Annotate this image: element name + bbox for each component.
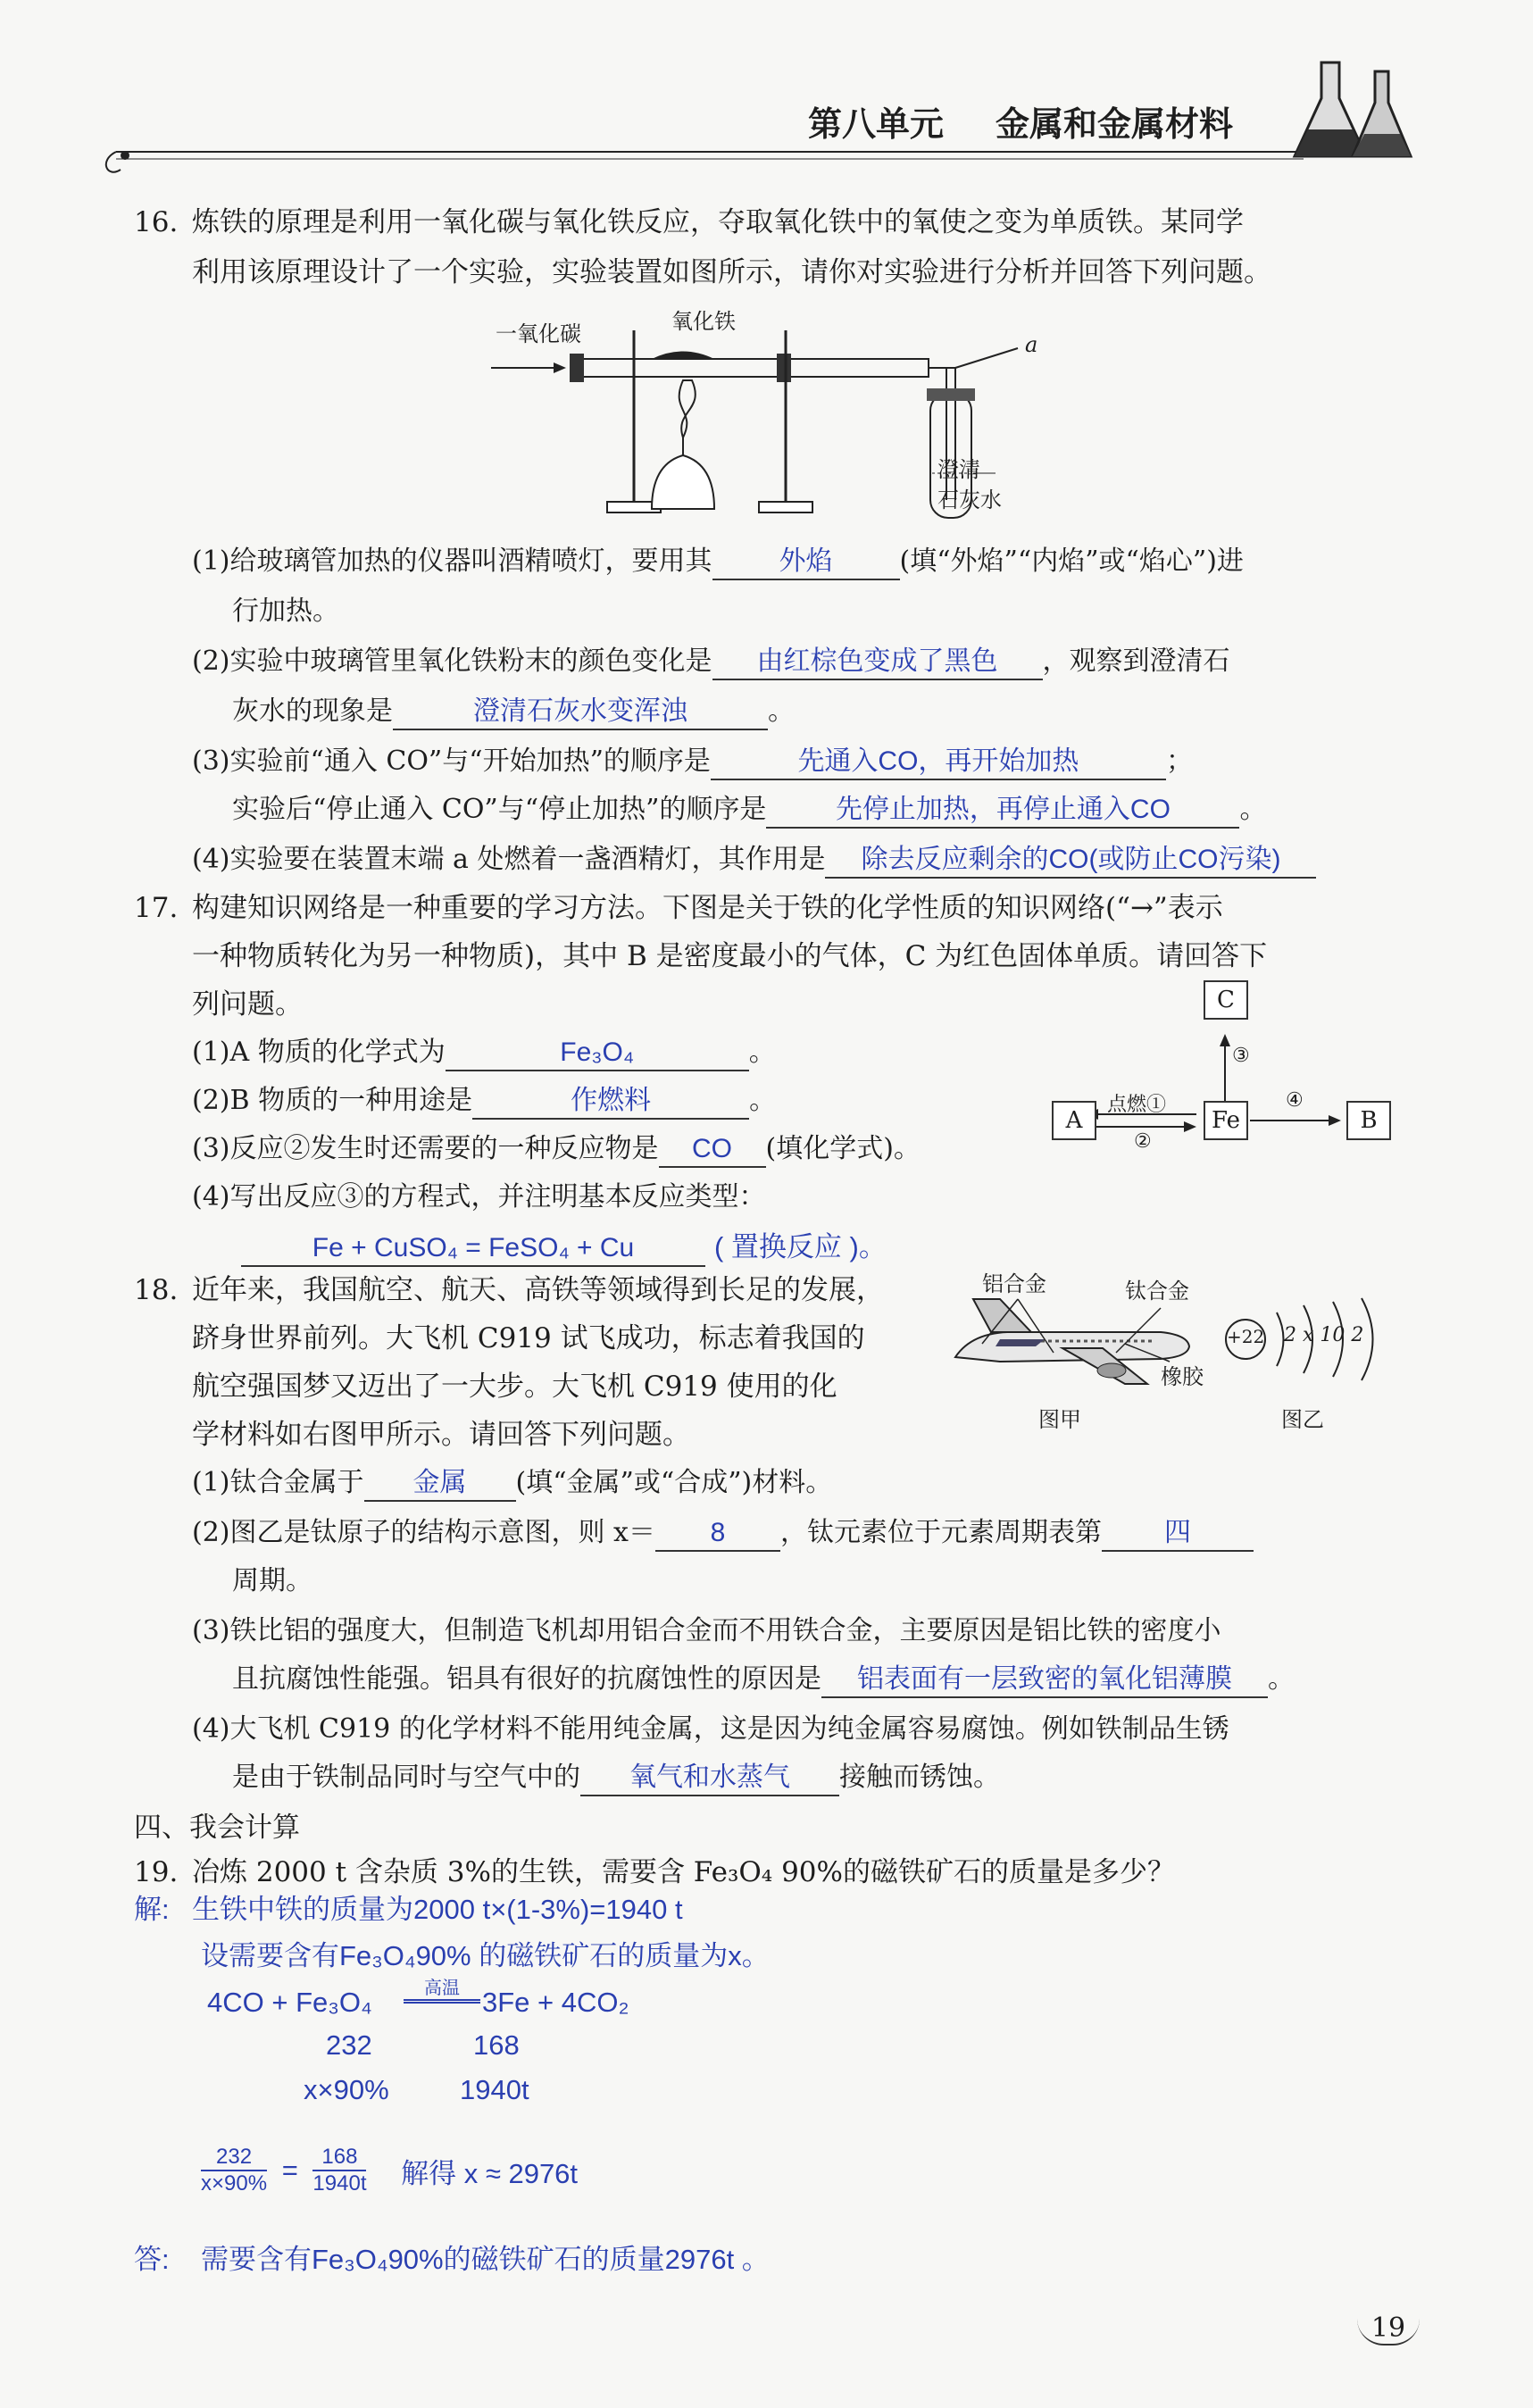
q18-p1-text: (1)钛合金属于	[192, 1467, 364, 1498]
q18-p1-text2: (填“金属”或“合成”)材料。	[515, 1467, 833, 1498]
fig-limewater-label-1: 澄清	[937, 457, 980, 482]
q17-p4-line2	[241, 1229, 887, 1267]
q16-p2	[192, 643, 1230, 680]
reaction-2-label: ②	[1134, 1130, 1152, 1153]
q16-p3	[192, 743, 1193, 780]
fraction-left-numerator: 232	[201, 2145, 267, 2171]
q16-p1-answer: 外焰	[712, 545, 900, 580]
q16-p1	[192, 543, 1244, 580]
q18-stem-line3: 航空强国梦又迈出了一大步。大飞机 C919 使用的化	[192, 1371, 837, 1403]
solution-label: 解:	[134, 1894, 170, 1925]
q16-stem-line2: 利用该原理设计了一个实验，实验装置如图所示，请你对实验进行分析并回答下列问题。	[192, 256, 1271, 288]
q17-stem-line1: 构建知识网络是一种重要的学习方法。下图是关于铁的化学性质的知识网络(“→”表示	[192, 892, 1223, 924]
q17-p3-end: (填化学式)。	[765, 1133, 921, 1164]
q16-p4	[192, 841, 1316, 879]
solve-result: 解得 x ≈ 2976t	[401, 2157, 579, 2189]
q18-stem-line2: 跻身世界前列。大飞机 C919 试飞成功，标志着我国的	[192, 1322, 865, 1354]
q17-number: 17.	[134, 892, 179, 924]
q18-stem-line1: 近年来，我国航空、航天、高铁等领域得到长足的发展，	[192, 1274, 884, 1306]
q18-p4-end: 接触而锈蚀。	[839, 1762, 1000, 1793]
section-4-heading: 四、我会计算	[134, 1812, 300, 1844]
value-ore: x×90%	[304, 2074, 389, 2105]
q16-p1-text2: (填“外焰”“内焰”或“焰心”)进	[899, 546, 1244, 577]
fig-a-caption: 图甲	[1038, 1407, 1081, 1432]
q16-p2-text2: ，观察到澄清石	[1042, 646, 1230, 677]
q16-p3-text4: 。	[1239, 794, 1267, 825]
atom-shells-label: 2 x 10 2	[1284, 1324, 1364, 1346]
q18-p2-answer: 8	[655, 1516, 780, 1552]
q16-p1-cont: 行加热。	[232, 596, 339, 627]
reaction-4-label: ④	[1286, 1089, 1304, 1112]
q18-p3-line1: (3)铁比铝的强度大，但制造飞机却用铝合金而不用铁合金，主要原因是铝比铁的密度小	[192, 1615, 1221, 1646]
q18-p2-text2: ，钛元素位于元素周期表第	[779, 1517, 1102, 1548]
q18-p3-line2	[232, 1661, 1295, 1698]
q18-p1-answer: 金属	[364, 1466, 516, 1502]
q18-p4-line1: (4)大飞机 C919 的化学材料不能用纯金属，这是因为纯金属容易腐蚀。例如铁制品生锈	[192, 1713, 1229, 1745]
fraction-left-denominator: x×90%	[201, 2171, 268, 2196]
q16-p2-text4: 。	[768, 696, 795, 727]
equation-condition: 高温	[404, 1973, 480, 2001]
q17-p4-type: ( 置换反应 )。	[714, 1231, 887, 1262]
q16-stem-line1: 炼铁的原理是利用一氧化碳与氧化铁反应，夺取氧化铁中的氧使之变为单质铁。某同学	[192, 206, 1244, 238]
q17-p3-answer: CO	[659, 1132, 766, 1168]
answer-label: 答:	[134, 2244, 170, 2275]
q17-stem-line2: 一种物质转化为另一种物质)，其中 B 是密度最小的气体，C 为红色固体单质。请回答下	[192, 940, 1268, 972]
node-b: B	[1346, 1101, 1391, 1140]
fraction-right-denominator: 1940t	[312, 2171, 367, 2196]
value-iron: 1940t	[460, 2074, 529, 2105]
fig-aluminum-alloy-label: 铝合金	[982, 1271, 1046, 1296]
q18-number: 18.	[134, 1274, 179, 1306]
q18-p4-text: 是由于铁制品同时与空气中的	[232, 1762, 580, 1793]
q17-p4: (4)写出反应③的方程式，并注明基本反应类型：	[192, 1181, 766, 1212]
q19-number: 19.	[134, 1856, 179, 1888]
q16-p4-text: (4)实验要在装置末端 a 处燃着一盏酒精灯，其作用是	[192, 844, 826, 875]
fig-rubber-label: 橡胶	[1161, 1364, 1204, 1389]
reaction-1-label: 点燃①	[1107, 1094, 1167, 1116]
q18-p2-cont: 周期。	[232, 1565, 312, 1596]
q17-p3-text: (3)反应②发生时还需要的一种反应物是	[192, 1133, 659, 1164]
molar-mass-fe: 168	[473, 2029, 520, 2061]
q18-p3-end: 。	[1268, 1663, 1295, 1695]
fig-a-label: a	[1025, 332, 1038, 357]
unit-title: 金属和金属材料	[996, 104, 1234, 144]
q16-p3-text3: 实验后“停止通入 CO”与“停止加热”的顺序是	[232, 794, 767, 825]
q17-p3	[192, 1130, 921, 1168]
q16-p3-text2: ；	[1165, 746, 1193, 777]
q16-p1-text: (1)给玻璃管加热的仪器叫酒精喷灯，要用其	[192, 546, 712, 577]
reaction-3-label: ③	[1232, 1045, 1250, 1067]
q16-p4-answer: 除去反应剩余的CO(或防止CO污染)	[825, 843, 1316, 879]
q17-p2-answer: 作燃料	[472, 1084, 749, 1120]
molar-mass-fe3o4: 232	[326, 2029, 372, 2061]
q16-p3-line2	[232, 791, 1266, 829]
q17-p4-equation: Fe + CuSO₄ = FeSO₄ + Cu	[241, 1231, 705, 1267]
q16-p3-answer2: 先停止加热，再停止通入CO	[766, 793, 1239, 829]
q16-p2-line2	[232, 693, 795, 730]
node-fe: Fe	[1204, 1101, 1248, 1140]
q17-p2-end: 。	[749, 1085, 777, 1116]
q17-stem-line3: 列问题。	[192, 988, 303, 1021]
equation-equals-line	[404, 2002, 480, 2004]
flask-icon	[1286, 54, 1429, 170]
fraction-right-numerator: 168	[312, 2145, 366, 2171]
q19-stem: 冶炼 2000 t 含杂质 3%的生铁，需要含 Fe₃O₄ 90%的磁铁矿石的质量是多少？	[192, 1856, 1175, 1888]
q18-p4-line2	[232, 1759, 1000, 1796]
fig-b-caption: 图乙	[1281, 1407, 1324, 1432]
q18-p2-text: (2)图乙是钛原子的结构示意图，则 x＝	[192, 1517, 655, 1548]
q18-stem-line4: 学材料如右图甲所示。请回答下列问题。	[192, 1419, 690, 1451]
q18-p2-answer2: 四	[1102, 1516, 1254, 1552]
fig-limewater-label-2: 石灰水	[937, 487, 1002, 512]
answer-text: 需要含有Fe₃O₄90%的磁铁矿石的质量2976t 。	[201, 2244, 770, 2275]
node-a: A	[1052, 1101, 1096, 1140]
q16-p2-text: (2)实验中玻璃管里氧化铁粉末的颜色变化是	[192, 646, 712, 677]
q16-p2-answer: 由红棕色变成了黑色	[712, 645, 1043, 680]
q17-p1-text: (1)A 物质的化学式为	[192, 1037, 446, 1068]
fig-co-label: 一氧化碳	[496, 321, 581, 346]
equation-right: 3Fe + 4CO₂	[482, 1987, 629, 2018]
q18-p2	[192, 1514, 1254, 1552]
q17-p1-end: 。	[748, 1037, 776, 1068]
q17-p2	[192, 1082, 776, 1120]
fig-fe2o3-label: 氧化铁	[671, 309, 736, 334]
q16-p3-answer: 先通入CO，再开始加热	[711, 745, 1166, 780]
q16-number: 16.	[134, 206, 179, 238]
q17-p2-text: (2)B 物质的一种用途是	[192, 1085, 473, 1116]
q16-p3-text: (3)实验前“通入 CO”与“开始加热”的顺序是	[192, 746, 711, 777]
q18-p3-text: 且抗腐蚀性能强。铝具有很好的抗腐蚀性的原因是	[232, 1663, 821, 1695]
fraction-right	[312, 2145, 366, 2196]
atom-nucleus-label: +22	[1227, 1326, 1265, 1347]
q18-p1	[192, 1464, 832, 1502]
q16-p2-answer2: 澄清石灰水变浑浊	[393, 695, 768, 730]
fraction-left	[201, 2145, 267, 2196]
q18-p3-answer: 铝表面有一层致密的氧化铝薄膜	[821, 1662, 1268, 1698]
unit-label: 第八单元	[808, 104, 945, 144]
q17-p1-answer: Fe₃O₄	[446, 1036, 749, 1071]
solution-line-2: 设需要含有Fe₃O₄90% 的磁铁矿石的质量为x。	[201, 1940, 770, 1971]
q16-p2-text3: 灰水的现象是	[232, 696, 393, 727]
proportion-row	[201, 2145, 578, 2196]
page-number: 19	[1357, 2312, 1420, 2346]
equation-left: 4CO + Fe₃O₄	[207, 1987, 372, 2018]
node-c: C	[1204, 980, 1248, 1020]
q18-p4-answer: 氧气和水蒸气	[580, 1761, 839, 1796]
fraction-equals: =	[281, 2154, 298, 2186]
fig-titanium-alloy-label: 钛合金	[1125, 1279, 1189, 1304]
solution-line-1: 生铁中铁的质量为2000 t×(1-3%)=1940 t	[192, 1894, 683, 1925]
q17-p1	[192, 1034, 776, 1071]
header-rule	[89, 134, 1429, 196]
